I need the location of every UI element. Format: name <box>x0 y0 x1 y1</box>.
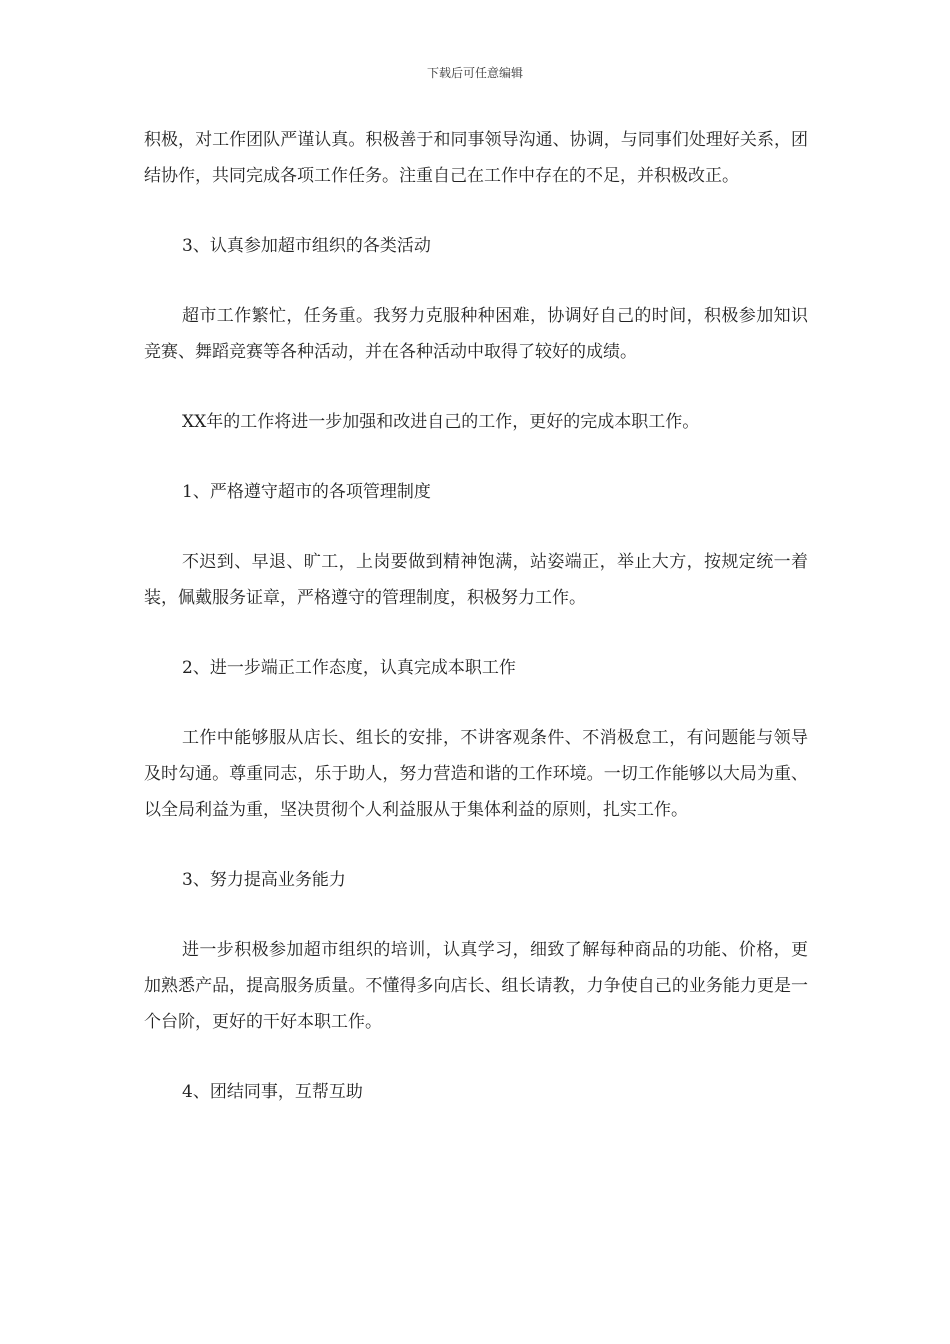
paragraph-activities: 超市工作繁忙，任务重。我努力克服种种困难，协调好自己的时间，积极参加知识竞赛、舞蹈竞赛等各种活动，并在各种活动中取得了较好的成绩。 <box>144 306 808 362</box>
paragraph-gap <box>144 686 808 720</box>
paragraph-gap <box>144 616 808 650</box>
paragraph-gap <box>144 1040 808 1074</box>
paragraph-rules: 不迟到、早退、旷工，上岗要做到精神饱满，站姿端正，举止大方，按规定统一着装，佩戴服务证章，严格遵守的管理制度，积极努力工作。 <box>144 552 808 608</box>
paragraph-attitude: 工作中能够服从店长、组长的安排，不讲客观条件、不消极怠工，有问题能与领导及时勾通。尊重同志，乐于助人，努力营造和谐的工作环境。一切工作能够以大局为重、以全局利益为重，坚决贯彻个人利益服从于集体利益的原则，扎实工作。 <box>144 728 808 820</box>
page-header-note: 下载后可任意编辑 <box>426 66 523 80</box>
paragraph-skills: 进一步积极参加超市组织的培训，认真学习，细致了解每种商品的功能、价格，更加熟悉产品，提高服务质量。不懂得多向店长、组长请教，力争使自己的业务能力更是一个台阶，更好的干好本职工作。 <box>144 940 808 1032</box>
paragraph-teamwork: 积极，对工作团队严谨认真。积极善于和同事领导沟通、协调，与同事们处理好关系，团结协作，共同完成各项工作任务。注重自己在工作中存在的不足，并积极改正。 <box>144 130 808 186</box>
section-heading-rules: 1、严格遵守超市的各项管理制度 <box>182 482 431 502</box>
section-heading-unity: 4、团结同事，互帮互助 <box>182 1082 363 1102</box>
paragraph-gap <box>144 828 808 862</box>
paragraph-gap <box>144 194 808 228</box>
paragraph-gap <box>144 440 808 474</box>
paragraph-gap <box>144 510 808 544</box>
paragraph-gap <box>144 898 808 932</box>
paragraph-gap <box>144 370 808 404</box>
section-heading-skills: 3、努力提高业务能力 <box>182 870 346 890</box>
paragraph-gap <box>144 264 808 298</box>
paragraph-next-year-plan: XX年的工作将进一步加强和改进自己的工作，更好的完成本职工作。 <box>182 412 700 432</box>
section-heading-activities: 3、认真参加超市组织的各类活动 <box>182 236 431 256</box>
document-body <box>144 122 808 1110</box>
section-heading-attitude: 2、进一步端正工作态度，认真完成本职工作 <box>182 658 516 678</box>
